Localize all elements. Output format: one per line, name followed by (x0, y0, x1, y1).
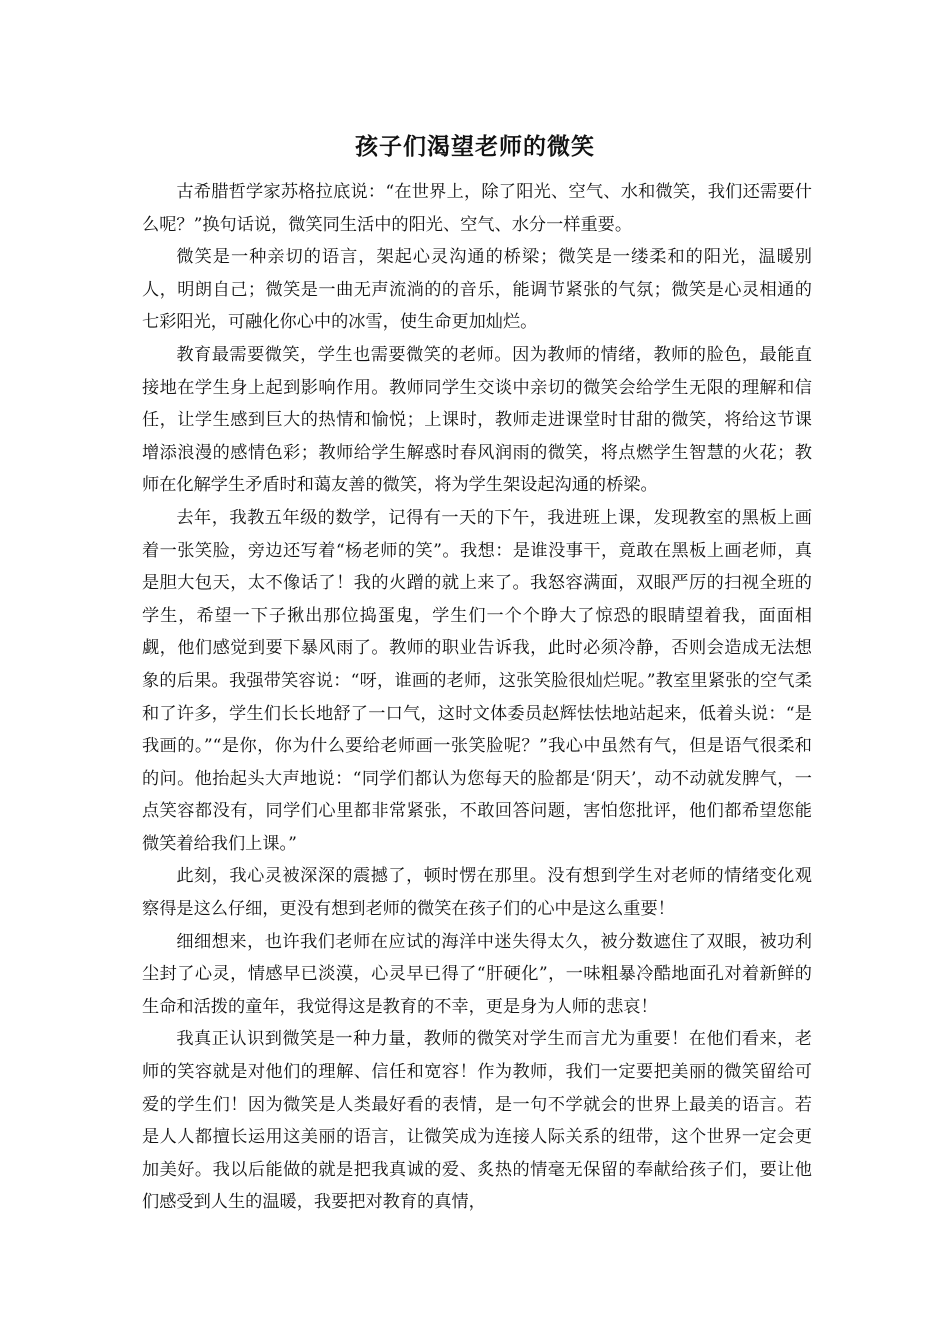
paragraph: 去年，我教五年级的数学，记得有一天的下午，我进班上课，发现教室的黑板上画着一张笑脸，旁边还写着“杨老师的笑”。我想：是谁没事干，竟敢在黑板上画老师，真是胆大包天，太不像话了！我的火蹭的就上来了。我怒容满面，双眼严厉的扫视全班的学生，希望一下子揪出那位捣蛋鬼，学生们一个个睁大了惊恐的眼睛望着我，面面相觑，他们感觉到要下暴风雨了。教师的职业告诉我，此时必须冷静，否则会造成无法想象的后果。我强带笑容说：“呀，谁画的老师，这张笑脸很灿烂呢。”教室里紧张的空气柔和了许多，学生们长长地舒了一口气，这时文体委员赵辉怯怯地站起来，低着头说：“是我画的。”“是你，你为什么要给老师画一张笑脸呢？”我心中虽然有气，但是语气很柔和的问。他抬起头大声地说：“同学们都认为您每天的脸都是‘阴天’，动不动就发脾气，一点笑容都没有，同学们心里都非常紧张，不敢回答问题，害怕您批评，他们都希望您能微笑着给我们上课。” (142, 507, 812, 854)
paragraph: 我真正认识到微笑是一种力量，教师的微笑对学生而言尤为重要！在他们看来，老师的笑容就是对他们的理解、信任和宽容！作为教师，我们一定要把美丽的微笑留给可爱的学生们！因为微笑是人类最好看的表情，是一句不学就会的世界上最美的语言。若是人人都擅长运用这美丽的语言，让微笑成为连接人际关系的纽带，这个世界一定会更加美好。我以后能做的就是把我真诚的爱、炙热的情毫无保留的奉献给孩子们，要让他们感受到人生的温暖，我要把对教育的真情， (142, 1029, 812, 1213)
paragraph: 教育最需要微笑，学生也需要微笑的老师。因为教师的情绪，教师的脸色，最能直接地在学生身上起到影响作用。教师同学生交谈中亲切的微笑会给学生无限的理解和信任，让学生感到巨大的热情和愉悦；上课时，教师走进课堂时甘甜的微笑，将给这节课增添浪漫的感情色彩；教师给学生解惑时春风润雨的微笑，将点燃学生智慧的火花；教师在化解学生矛盾时和蔼友善的微笑，将为学生架设起沟通的桥梁。 (142, 344, 812, 496)
document-title: 孩子们渴望老师的微笑 (355, 134, 595, 160)
paragraph: 细细想来，也许我们老师在应试的海洋中迷失得太久，被分数遮住了双眼，被功利尘封了心灵，情感早已淡漠，心灵早已得了“肝硬化”，一味粗暴冷酷地面孔对着新鲜的生命和活拨的童年，我觉得这是教育的不幸，更是身为人师的悲哀！ (142, 931, 812, 1017)
paragraph: 此刻，我心灵被深深的震撼了，顿时愣在那里。没有想到学生对老师的情绪变化观察得是这么仔细，更没有想到老师的微笑在孩子们的心中是这么重要！ (142, 866, 812, 920)
paragraph: 微笑是一种亲切的语言，架起心灵沟通的桥梁；微笑是一缕柔和的阳光，温暖别人，明朗自己；微笑是一曲无声流淌的的音乐，能调节紧张的气氛；微笑是心灵相通的七彩阳光，可融化你心中的冰雪，使生命更加灿烂。 (142, 247, 812, 333)
document-body (142, 176, 812, 1219)
paragraph: 古希腊哲学家苏格拉底说：“在世界上，除了阳光、空气、水和微笑，我们还需要什么呢？”换句话说，微笑同生活中的阳光、空气、水分一样重要。 (142, 182, 812, 235)
